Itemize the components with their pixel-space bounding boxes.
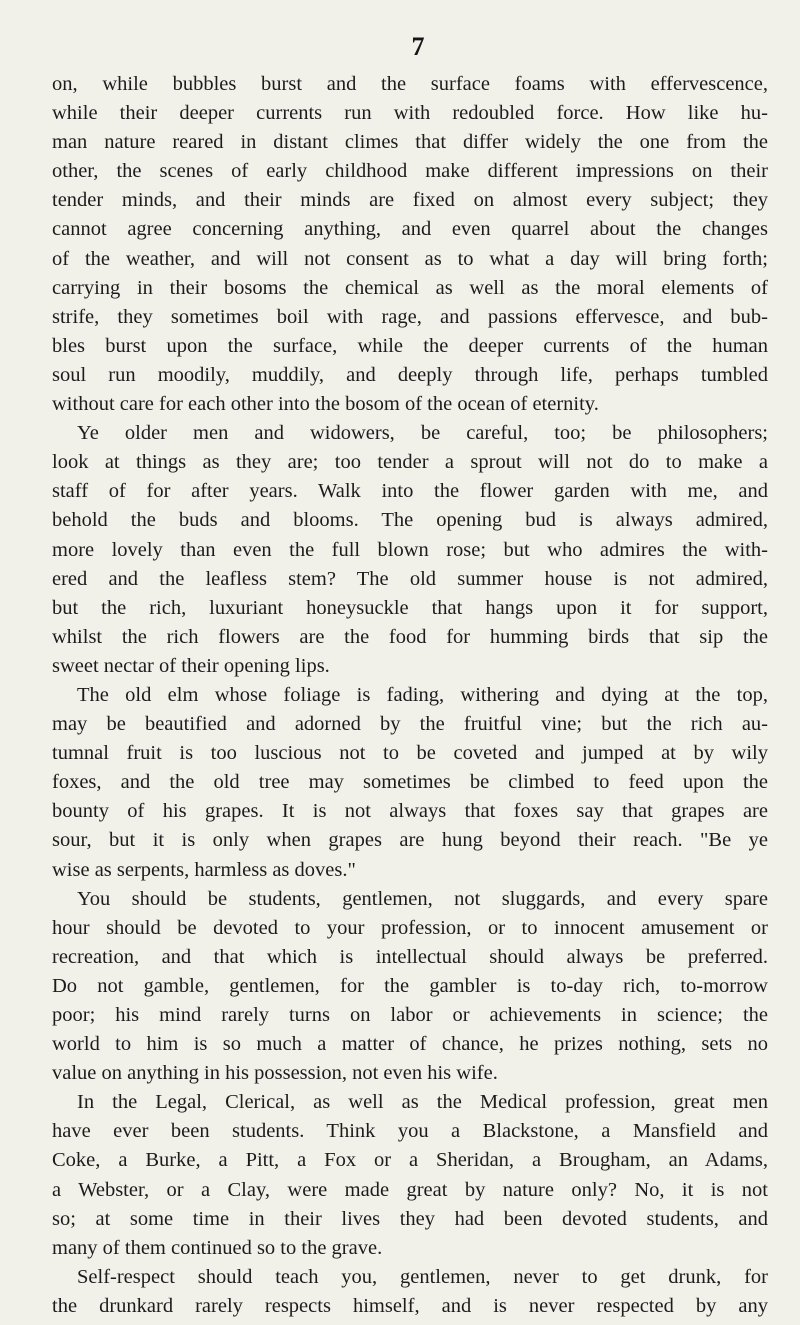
text-line: carrying in their bosoms the chemical as well as the moral elements of	[52, 276, 768, 299]
text-line: sweet nectar of their opening lips.	[52, 654, 330, 677]
text-line: soul run moodily, muddily, and deeply through life, perhaps tumbled	[52, 363, 768, 386]
text-line: Self-respect should teach you, gentlemen, never to get drunk, for	[77, 1265, 768, 1288]
text-line: world to him is so much a matter of chance, he prizes nothing, sets no	[52, 1033, 768, 1056]
body-text	[52, 70, 768, 1321]
text-line: value on anything in his possession, not even his wife.	[52, 1062, 498, 1085]
text-line: recreation, and that which is intellectual should always be preferred.	[52, 945, 768, 968]
text-line: the drunkard rarely respects himself, and is never respected by any	[52, 1294, 768, 1317]
text-line: hour should be devoted to your profession, or to innocent amusement or	[52, 916, 768, 939]
text-line: strife, they sometimes boil with rage, and passions effervesce, and bub-	[52, 305, 768, 328]
text-line: whilst the rich flowers are the food for humming birds that sip the	[52, 625, 768, 648]
text-line: tender minds, and their minds are fixed on almost every subject; they	[52, 189, 768, 212]
text-line: Coke, a Burke, a Pitt, a Fox or a Sheridan, a Brougham, an Adams,	[52, 1149, 768, 1172]
text-line: tumnal fruit is too luscious not to be coveted and jumped at by wily	[52, 742, 768, 765]
text-line: Do not gamble, gentlemen, for the gambler is to-day rich, to-morrow	[52, 974, 768, 997]
page-number: 7	[411, 32, 425, 61]
text-line: man nature reared in distant climes that differ widely the one from the	[52, 131, 768, 154]
text-line: behold the buds and blooms. The opening bud is always admired,	[52, 509, 768, 532]
text-line: while their deeper currents run with redoubled force. How like hu-	[52, 102, 768, 125]
text-line: more lovely than even the full blown rose; but who admires the with-	[52, 538, 768, 561]
text-line: but the rich, luxuriant honeysuckle that hangs upon it for support,	[52, 596, 768, 619]
text-line: so; at some time in their lives they had been devoted students, and	[52, 1207, 768, 1230]
text-line: The old elm whose foliage is fading, withering and dying at the top,	[77, 683, 768, 706]
text-line: look at things as they are; too tender a sprout will not do to make a	[52, 451, 768, 474]
text-line: You should be students, gentlemen, not sluggards, and every spare	[77, 887, 768, 910]
text-line: wise as serpents, harmless as doves."	[52, 858, 356, 881]
text-line: sour, but it is only when grapes are hung beyond their reach. "Be ye	[52, 829, 768, 852]
text-line: Ye older men and widowers, be careful, too; be philosophers;	[77, 422, 768, 445]
text-line: foxes, and the old tree may sometimes be climbed to feed upon the	[52, 771, 768, 794]
text-line: poor; his mind rarely turns on labor or achievements in science; the	[52, 1004, 768, 1026]
text-line: may be beautified and adorned by the fruitful vine; but the rich au-	[52, 713, 768, 736]
text-line: other, the scenes of early childhood make different impressions on their	[52, 160, 768, 183]
text-line: a Webster, or a Clay, were made great by nature only? No, it is not	[52, 1178, 768, 1201]
text-line: on, while bubbles burst and the surface foams with effervescence,	[52, 73, 768, 95]
text-line: In the Legal, Clerical, as well as the Medical profession, great men	[77, 1091, 768, 1114]
text-line: many of them continued so to the grave.	[52, 1236, 383, 1259]
text-line: without care for each other into the bosom of the ocean of eternity.	[52, 393, 599, 416]
text-line: bounty of his grapes. It is not always that foxes say that grapes are	[52, 800, 768, 823]
text-line: cannot agree concerning anything, and even quarrel about the changes	[52, 218, 768, 241]
text-line: bles burst upon the surface, while the deeper currents of the human	[52, 334, 768, 357]
text-line: staff of for after years. Walk into the flower garden with me, and	[52, 480, 768, 503]
text-line: have ever been students. Think you a Blackstone, a Mansfield and	[52, 1120, 768, 1143]
text-line: of the weather, and will not consent as to what a day will bring forth;	[52, 247, 768, 270]
text-line: ered and the leafless stem? The old summer house is not admired,	[52, 567, 768, 590]
